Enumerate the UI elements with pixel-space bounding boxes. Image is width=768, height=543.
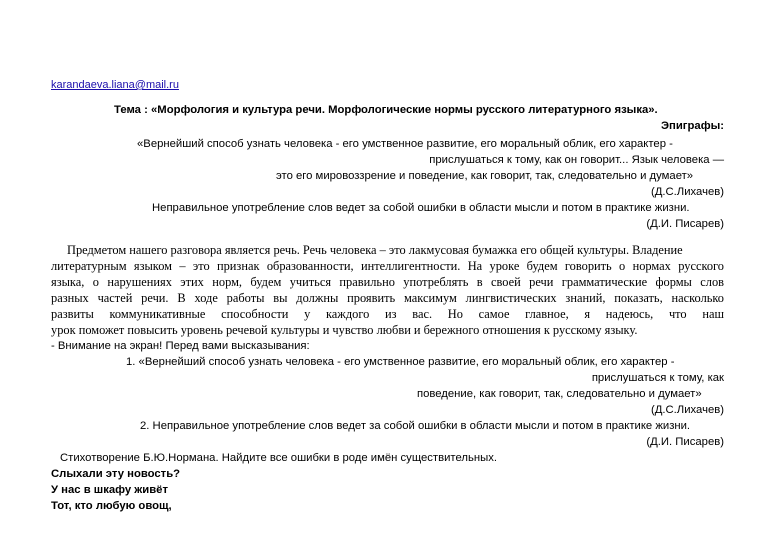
epigraph-1-author: (Д.С.Лихачев): [650, 186, 724, 198]
quote-1-line-2: прислушаться к тому, как: [591, 372, 724, 384]
epigraph-1-line-2: прислушаться к тому, как он говорит... Язык человека —: [429, 154, 724, 166]
epigraphs-heading: Эпиграфы:: [661, 120, 724, 132]
quote-2-author: (Д.И. Писарев): [646, 436, 724, 448]
poem-line-2: У нас в шкафу живёт: [51, 484, 169, 496]
epigraph-2-author: (Д.И. Писарев): [646, 218, 724, 230]
document-title: Тема : «Морфология и культура речи. Морфологические нормы русского литературного языка».: [114, 104, 658, 116]
author-email-link[interactable]: karandaeva.liana@mail.ru: [51, 79, 179, 91]
poem-intro: Стихотворение Б.Ю.Нормана. Найдите все ошибки в роде имён существительных.: [60, 452, 497, 464]
poem-line-1: Слыхали эту новость?: [51, 468, 181, 480]
paragraph-line-2: литературным языком – это признак образованности, интеллигентности. На уроке будем говорить о нормах русского: [51, 259, 724, 273]
paragraph-line-6: урок поможет повысить уровень речевой культуры и чувство любви и бережного отношения к русскому языку.: [51, 323, 638, 337]
epigraph-1-line-3: это его мировоззрение и поведение, как говорит, так, следовательно и думает»: [276, 170, 694, 182]
quote-1-author: (Д.С.Лихачев): [650, 404, 724, 416]
paragraph-line-5: развиты коммуникативные способности у каждого из вас. Но самое главное, я надеюсь, что наш: [51, 307, 724, 321]
paragraph-line-1: Предметом нашего разговора является речь. Речь человека – это лакмусовая бумажка его общей культуры. Владение: [67, 243, 683, 257]
attention-line: - Внимание на экран! Перед вами высказывания:: [51, 340, 310, 352]
paragraph-line-4: разных частей речи. В ходе работы вы должны проявить максимум лингвистических знаний, показать, насколько: [51, 291, 724, 305]
quote-1-line-3: поведение, как говорит, так, следовательно и думает»: [417, 388, 702, 400]
epigraph-1-line-1: «Вернейший способ узнать человека - его умственное развитие, его моральный облик, его характер -: [137, 138, 673, 150]
quote-2-text: 2. Неправильное употребление слов ведет за собой ошибки в области мысли и потом в практике жизни.: [140, 420, 691, 432]
paragraph-line-3: языка, о нарушениях этих норм, будем учиться правильно употреблять в своей речи грамматические формы слов: [51, 275, 724, 289]
quote-1-line-1: 1. «Вернейший способ узнать человека - его умственное развитие, его моральный облик, его характер -: [126, 356, 675, 368]
epigraph-2-text: Неправильное употребление слов ведет за собой ошибки в области мысли и потом в практике жизни.: [152, 202, 690, 214]
poem-line-3: Тот, кто любую овощ,: [51, 500, 172, 512]
